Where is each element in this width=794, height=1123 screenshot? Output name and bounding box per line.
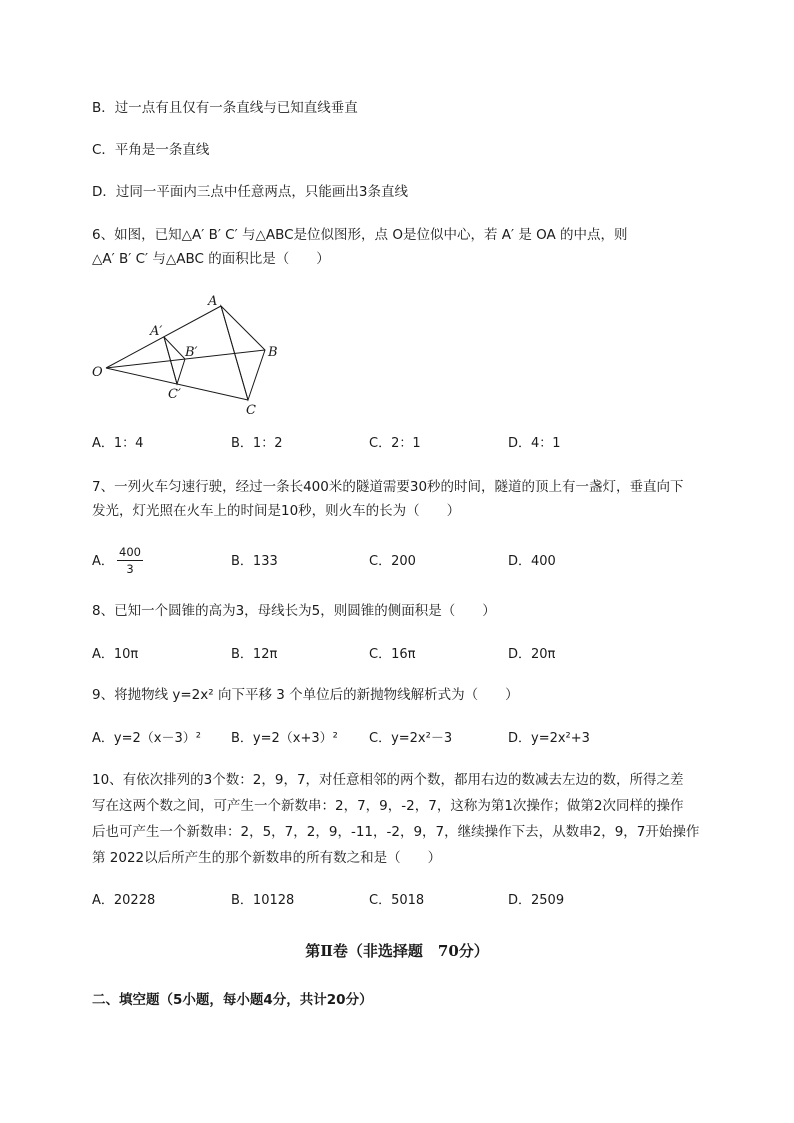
fraction-bar <box>117 560 143 561</box>
q7-stem-line2: 发光，灯光照在火车上的时间是10秒，则火车的长为（ ） <box>92 503 461 519</box>
triangle-ABC <box>221 306 265 400</box>
q6-stem-line2: △A′ B′ C′ 与△ABC 的面积比是（ ） <box>92 251 330 267</box>
q10-option-d: D．2509 <box>508 893 565 908</box>
fraction-numerator: 400 <box>119 545 141 559</box>
q7-stem-line1: 7、一列火车匀速行驶，经过一条长400米的隧道需要30秒的时间，隧道的顶上有一盏灯，垂直向下 <box>92 479 684 495</box>
label-B: B <box>268 345 278 360</box>
q7-option-a-fraction <box>117 545 143 576</box>
fraction-denominator: 3 <box>126 562 134 576</box>
q6-option-b: B．1：2 <box>231 436 283 451</box>
q5-option-c: C．平角是一条直线 <box>92 142 210 158</box>
q10-stem-line4: 第 2022以后所产生的那个新数串的所有数之和是（ ） <box>92 850 442 866</box>
q7-option-b: B．133 <box>231 554 278 569</box>
q6-option-a: A．1：4 <box>92 436 144 451</box>
q9-option-a: A．y=2（x－3）² <box>92 731 201 746</box>
q8-stem: 8、已知一个圆锥的高为3，母线长为5，则圆锥的侧面积是（ ） <box>92 603 496 619</box>
q8-option-d: D．20π <box>508 647 556 662</box>
q8-option-a: A．10π <box>92 647 139 662</box>
q9-option-d: D．y=2x²+3 <box>508 731 590 746</box>
label-A: A <box>208 294 218 309</box>
q6-stem-line1: 6、如图，已知△A′ B′ C′ 与△ABC是位似图形，点 O是位似中心，若 A′ 是 OA 的中点，则 <box>92 227 628 243</box>
label-A-prime: A′ <box>150 324 163 339</box>
q9-stem: 9、将抛物线 y=2x² 向下平移 3 个单位后的新抛物线解析式为（ ） <box>92 687 519 703</box>
q9-option-b: B．y=2（x+3）² <box>231 731 338 746</box>
label-C: C <box>246 403 256 418</box>
q6-option-c: C．2：1 <box>369 436 421 451</box>
q5-option-d: D．过同一平面内三点中任意两点，只能画出3条直线 <box>92 184 408 200</box>
q10-option-a: A．20228 <box>92 893 156 908</box>
homothety-figure <box>88 290 288 420</box>
q10-stem-line3: 后也可产生一个新数串：2，5，7，2，9，-11，-2，9，7，继续操作下去，从数串2，9，7开始操作 <box>92 824 700 840</box>
q9-option-c: C．y=2x²－3 <box>369 731 453 746</box>
q10-option-b: B．10128 <box>231 893 295 908</box>
label-O: O <box>92 365 103 380</box>
q10-stem-line1: 10、有依次排列的3个数：2，9，7，对任意相邻的两个数，都用右边的数减去左边的数，所得之差 <box>92 772 684 788</box>
q7-option-d: D．400 <box>508 554 556 569</box>
label-B-prime: B′ <box>185 345 198 360</box>
q10-stem-line2: 写在这两个数之间，可产生一个新数串：2，7，9，-2，7，这称为第1次操作；做第2次同样的操作 <box>92 798 684 814</box>
label-C-prime: C′ <box>168 387 181 402</box>
q5-option-b: B．过一点有且仅有一条直线与已知直线垂直 <box>92 100 358 116</box>
q10-option-c: C．5018 <box>369 893 425 908</box>
q8-option-b: B．12π <box>231 647 278 662</box>
q7-option-c: C．200 <box>369 554 416 569</box>
q8-option-c: C．16π <box>369 647 416 662</box>
part-title: 二、填空题（5小题，每小题4分，共计20分） <box>92 992 373 1008</box>
q6-option-d: D．4：1 <box>508 436 561 451</box>
segment-OA <box>106 306 221 368</box>
q7-option-a-label: A． <box>92 554 114 569</box>
section-title: 第Ⅱ卷（非选择题 70分） <box>305 942 489 960</box>
